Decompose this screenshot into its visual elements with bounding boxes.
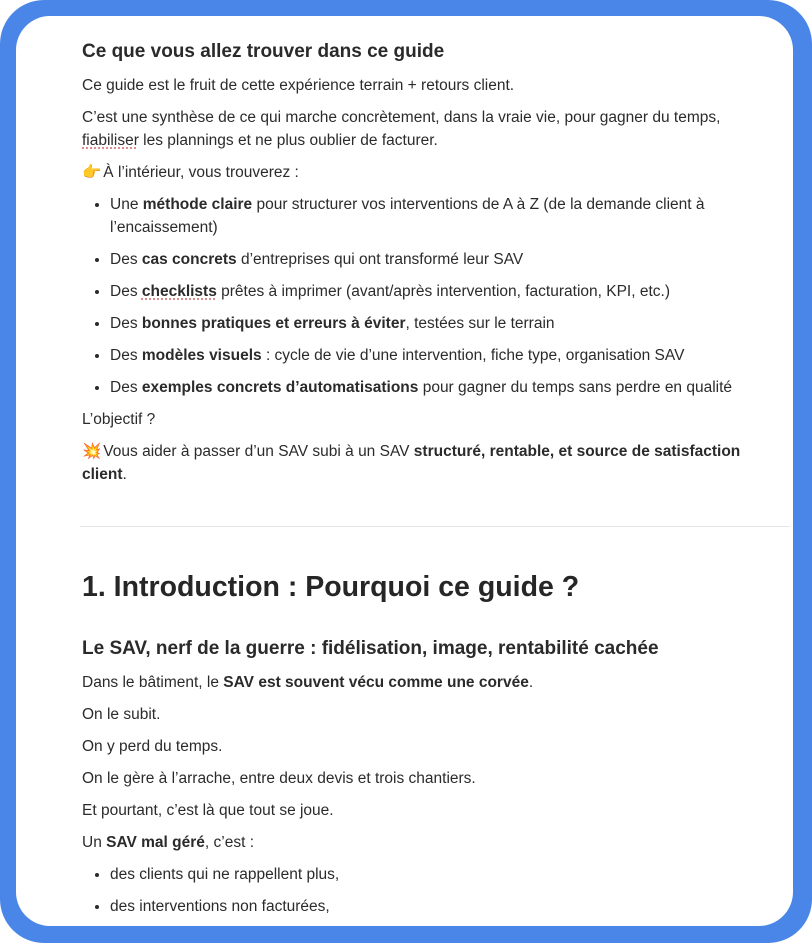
guide-contents-list [82, 193, 782, 399]
list-item-suffix: , testées sur le terrain [405, 315, 555, 332]
list-item-bold: cas concrets [141, 251, 237, 268]
objective-end: . [122, 466, 127, 483]
list-item [110, 280, 782, 303]
intro-paragraph-6-bold: SAV mal géré [106, 834, 205, 851]
list-item-suffix: pour gagner du temps sans perdre en qualité [418, 379, 733, 396]
guide-paragraph-1: Ce guide est le fruit de cette expérience terrain + retours client. [82, 77, 515, 94]
guide-heading: Ce que vous allez trouver dans ce guide [82, 41, 445, 62]
document-page [16, 16, 793, 926]
list-item-bold: exemples concrets d’automatisations [141, 379, 419, 396]
document-content [82, 38, 782, 926]
collision-icon: 💥 [82, 443, 102, 460]
list-item-prefix: Des [110, 315, 142, 332]
intro-paragraph-4: On le gère à l’arrache, entre deux devis et trois chantiers. [82, 770, 476, 787]
intro-paragraph-6-end: , c’est : [204, 834, 255, 851]
list-item-prefix: Des [110, 379, 142, 396]
list-item-prefix: Une [110, 196, 143, 213]
guide-inside-intro [82, 161, 782, 184]
list-item-bold[interactable]: checklists [141, 283, 217, 300]
spellcheck-underlined-word[interactable]: fiabiliser [82, 132, 139, 149]
objective-label: L’objectif ? [82, 411, 156, 428]
list-item [110, 248, 782, 271]
objective-text: Vous aider à passer d’un SAV subi à un SAV [99, 443, 414, 460]
objective-bold: structuré, rentable, et source de satisfaction client [82, 443, 741, 483]
list-item-bold: méthode claire [142, 196, 253, 213]
intro-paragraph-6-text: Un [82, 834, 107, 851]
intro-paragraph-2: On le subit. [82, 706, 161, 723]
section-divider [80, 526, 790, 527]
list-item [110, 376, 782, 399]
guide-paragraph-2 [82, 106, 782, 152]
intro-paragraph-1 [82, 671, 782, 694]
intro-consequences-list [82, 863, 782, 918]
list-item-prefix: Des [110, 283, 142, 300]
intro-paragraph-1-end: . [528, 674, 534, 691]
intro-paragraph-6 [82, 831, 782, 854]
intro-paragraph-3: On y perd du temps. [82, 738, 223, 755]
list-item [110, 193, 782, 239]
list-item [110, 312, 782, 335]
guide-inside-text: À l’intérieur, vous trouverez : [99, 164, 299, 181]
intro-paragraph-1-text: Dans le bâtiment, le [82, 674, 224, 691]
guide-paragraph-2-end: les plannings et ne plus oublier de facturer. [138, 132, 438, 149]
intro-paragraph-1-bold: SAV est souvent vécu comme une corvée [223, 674, 529, 691]
list-item-suffix: d’entreprises qui ont transformé leur SAV [236, 251, 524, 268]
list-item-prefix: Des [110, 347, 142, 364]
list-item [110, 344, 782, 367]
list-item-bold: modèles visuels [141, 347, 262, 364]
list-item-suffix: pour structurer vos interventions de A à Z (de la demande client à l’encaissement) [110, 196, 705, 236]
objective-paragraph [82, 440, 782, 486]
guide-paragraph-2-text: C’est une synthèse de ce qui marche concrètement, dans la vraie vie, pour gagner du temps, [82, 109, 721, 126]
intro-paragraph-5: Et pourtant, c’est là que tout se joue. [82, 802, 334, 819]
pointing-hand-icon: 👉 [82, 164, 102, 181]
list-item: • des clients qui ne rappellent plus, [110, 863, 782, 886]
intro-title: 1. Introduction : Pourquoi ce guide ? [82, 571, 580, 603]
list-item-bold: bonnes pratiques et erreurs à éviter [141, 315, 406, 332]
list-item: • des interventions non facturées, [110, 895, 782, 918]
list-item-suffix: : cycle de vie d’une intervention, fiche type, organisation SAV [261, 347, 685, 364]
list-item-suffix: prêtes à imprimer (avant/après intervention, facturation, KPI, etc.) [216, 283, 670, 300]
list-item-prefix: Des [110, 251, 142, 268]
intro-subtitle: Le SAV, nerf de la guerre : fidélisation, image, rentabilité cachée [82, 638, 659, 659]
